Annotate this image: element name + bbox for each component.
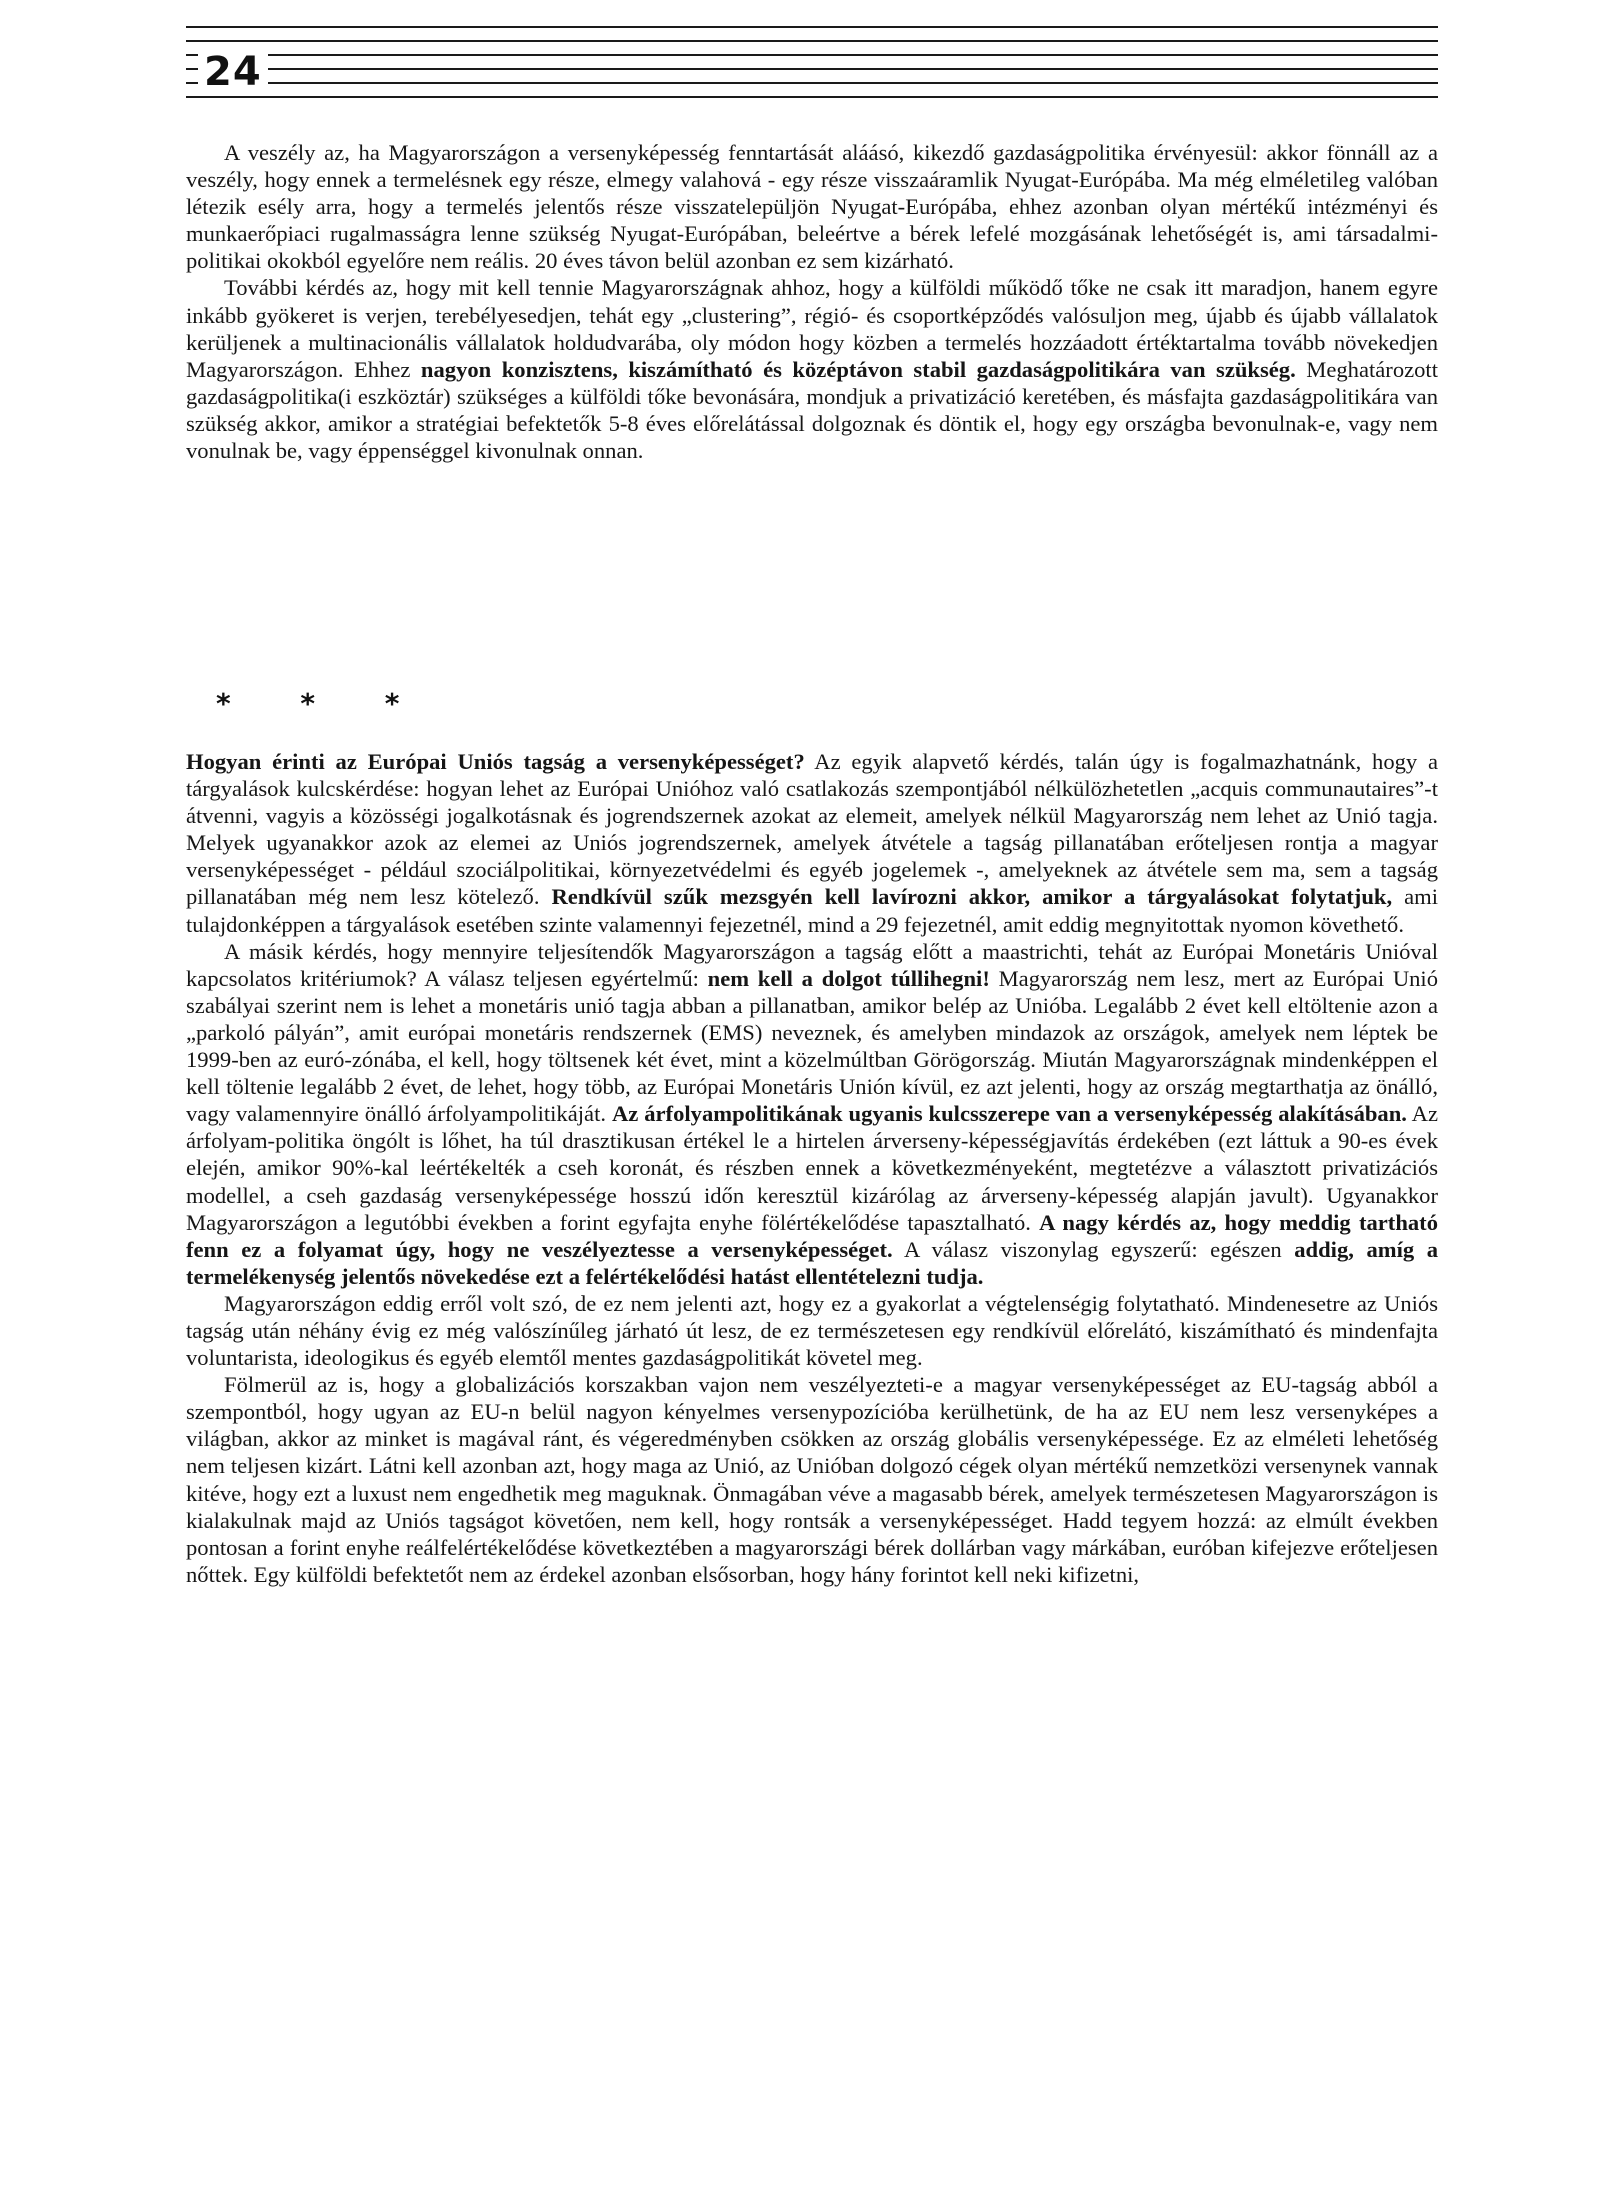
bold-run: Rendkívül szűk mezsgyén kell lavírozni akkor, amikor a tárgyalásokat folytatjuk, [551,884,1393,910]
text-block-top [186,139,1438,464]
paragraph [186,938,1438,1290]
header-rule [186,68,1438,70]
bold-run: addig, amíg a termelékenység jelentős növekedése ezt a felértékelődési hatást ellentételezni tudja. [186,1236,1439,1289]
paragraph [186,274,1438,464]
bold-run: nem kell a dolgot túllihegni! [707,965,990,991]
text-block-main [186,748,1438,1588]
section-separator: * * * [216,687,430,720]
header-rule [186,54,1438,56]
bold-run: nagyon konzisztens, kiszámítható és középtávon stabil gazdaságpolitikára van szükség. [420,356,1296,382]
header-rules [186,24,1438,108]
header-rule [186,26,1438,28]
bold-run: Az árfolyampolitikának ugyanis kulcsszerepe van a versenyképesség alakításában. [611,1101,1407,1127]
text-run: Az árfolyam-politika öngólt is lőhet, ha túl drasztikusan értékel le a hirtelen árverseny-képességjavítás érdekében (ezt láttuk a 90-es évek elején, amikor 90%-kal leértékelték a cseh koronát, és részben ennek a következményeként, megtetézve a választott privatizációs modellel, a cseh gazdaság versenyképessége hosszú időn keresztül kizárólag az árverseny-képesség alapján javult). Ugyanakkor Magyarországon a legutóbbi években a forint egyfajta enyhe fölértékelődése tapasztalható. [186,1101,1438,1235]
paragraph [186,748,1438,938]
text-run: A válasz viszonylag egyszerű: egészen [892,1236,1295,1262]
paragraph: A veszély az, ha Magyarországon a versenyképesség fenntartását aláásó, kikezdő gazdaságpolitika érvényesül: akkor fönnáll az a veszély, hogy ennek a termelésnek egy része, elmegy valahová - egy része visszaáramlik Nyugat-Európába. Ma még elméletileg valóban létezik esély arra, hogy a termelés jelentős része visszatelepüljön Nyugat-Európába, ehhez azonban olyan mértékű intézményi és munkaerőpiaci rugalmasságra lenne szükség Nyugat-Európában, beleértve a bérek lefelé mozgásának lehetőségét is, ami társadalmi-politikai okokból egyelőre nem reális. 20 éves távon belül azonban ez sem kizárható. [186,140,1438,274]
text-run: Az egyik alapvető kérdés, talán úgy is fogalmazhatnánk, hogy a tárgyalások kulcskérdése: hogyan lehet az Európai Unióhoz való csatlakozás szempontjából nélkülözhetetlen „acquis communautaires”-t átvenni, vagyis a közösségi jogalkotásnak és jogrendszernek azokat az elemeit, amelyek nélkül Magyarország nem lehet az Unió tagja. Melyek ugyanakkor azok az elemei az Uniós jogrendszernek, amelyek átvétele a tagság pillanatában erőteljesen rontja a magyar versenyképességet - például szociálpolitikai, környezetvédelmi és egyéb jogelemek -, amelyeknek az átvétele sem ma, sem a tagság pillanatában még nem lesz kötelező. [186,749,1439,910]
text-run: Meghatározott gazdaságpolitika(i eszköztár) szükséges a külföldi tőke bevonására, mondjuk a privatizáció keretében, és másfajta gazdaságpolitikára van szükség akkor, amikor a stratégiai befektetők 5-8 éves előrelátással dolgoznak és döntik el, hogy egy országba bevonulnak-e, vagy nem vonulnak be, vagy éppenséggel kivonulnak onnan. [186,356,1438,464]
text-run: Magyarország nem lesz, mert az Európai Unió szabályai szerint nem is lehet a monetáris unió tagja abban a pillanatban, amikor belép az Unióba. Legalább 2 évet kell eltöltenie azon a „parkoló pályán”, amit európai monetáris rendszernek (EMS) neveznek, és amelyben mindazok az országok, amelyek nem léptek be 1999-ben az euró-zónába, el kell, hogy töltsenek két évet, mint a közelmúltban Görögország. Miután Magyarországnak mindenképpen el kell töltenie legalább 2 évet, de lehet, hogy több, az Európai Monetáris Unión kívül, ez azt jelenti, hogy az ország megtarthatja az önálló, vagy valamennyire önálló árfolyampolitikáját. [186,965,1439,1127]
paragraph: Magyarországon eddig erről volt szó, de ez nem jelenti azt, hogy ez a gyakorlat a végtelenségig folytatható. Mindenesetre az Uniós tagság után néhány évig ez még valószínűleg járható út lesz, de ez természetesen egy rendkívül előrelátó, kiszámítható és mindenfajta voluntarista, ideologikus és egyéb elemtől mentes gazdaságpolitikát követel meg. [186,1290,1438,1371]
header-rule [186,40,1438,42]
page-number: 24 [198,50,268,94]
text-run: ami tulajdonképpen a tárgyalások esetében szinte valamennyi fejezetnél, mind a 29 fejezetnél, amit eddig megnyitottak nyomon követhető. [186,884,1438,937]
header-rule [186,82,1438,84]
section-heading: Hogyan érinti az Európai Uniós tagság a versenyképességet? [186,749,805,774]
header-rule [186,96,1438,98]
bold-run: A nagy kérdés az, hogy meddig tartható fenn ez a folyamat úgy, hogy ne veszélyeztesse a versenyképességet. [186,1209,1439,1262]
text-run: A másik kérdés, hogy mennyire teljesítendők Magyarországon a tagság előtt a maastrichti, tehát az Európai Monetáris Unióval kapcsolatos kritériumok? A válasz teljesen egyértelmű: [186,938,1438,991]
paragraph: Fölmerül az is, hogy a globalizációs korszakban vajon nem veszélyezteti-e a magyar versenyképességet az EU-tagság abból a szempontból, hogy ugyan az EU-n belül nagyon kényelmes versenypozícióba kerülhetünk, de ha az EU nem lesz versenyképes a világban, akkor az minket is magával ránt, és végeredményben csökken az ország globális versenyképessége. Ez az elméleti lehetőség nem teljesen kizárt. Látni kell azonban azt, hogy maga az Unió, az Unióban dolgozó cégek olyan mértékű nemzetközi versenynek vannak kitéve, hogy ezt a luxust nem engedhetik meg maguknak. Önmagában véve a magasabb bérek, amelyek természetesen Magyarországon is kialakulnak majd az Uniós tagságot követően, nem kell, hogy rontsák a versenyképességet. Hadd tegyem hozzá: az elmúlt években pontosan a forint enyhe reálfelértékelődése következtében a magyarországi bérek dollárban vagy márkában, euróban kifejezve erőteljesen nőttek. Egy külföldi befektetőt nem az érdekel azonban elsősorban, hogy hány forintot kell neki kifizetni, [186,1372,1438,1587]
text-run: További kérdés az, hogy mit kell tennie Magyarországnak ahhoz, hogy a külföldi működő tőke ne csak itt maradjon, hanem egyre inkább gyökeret is verjen, terebélyesedjen, tehát egy „clustering”, régió- és csoportképződés valósuljon meg, újabb és újabb vállalatok kerüljenek a multinacionális vállalatok holdudvarába, oly módon hogy közben a termelés hozzáadott értéktartalma tovább növekedjen Magyarországon. Ehhez [186,275,1438,382]
